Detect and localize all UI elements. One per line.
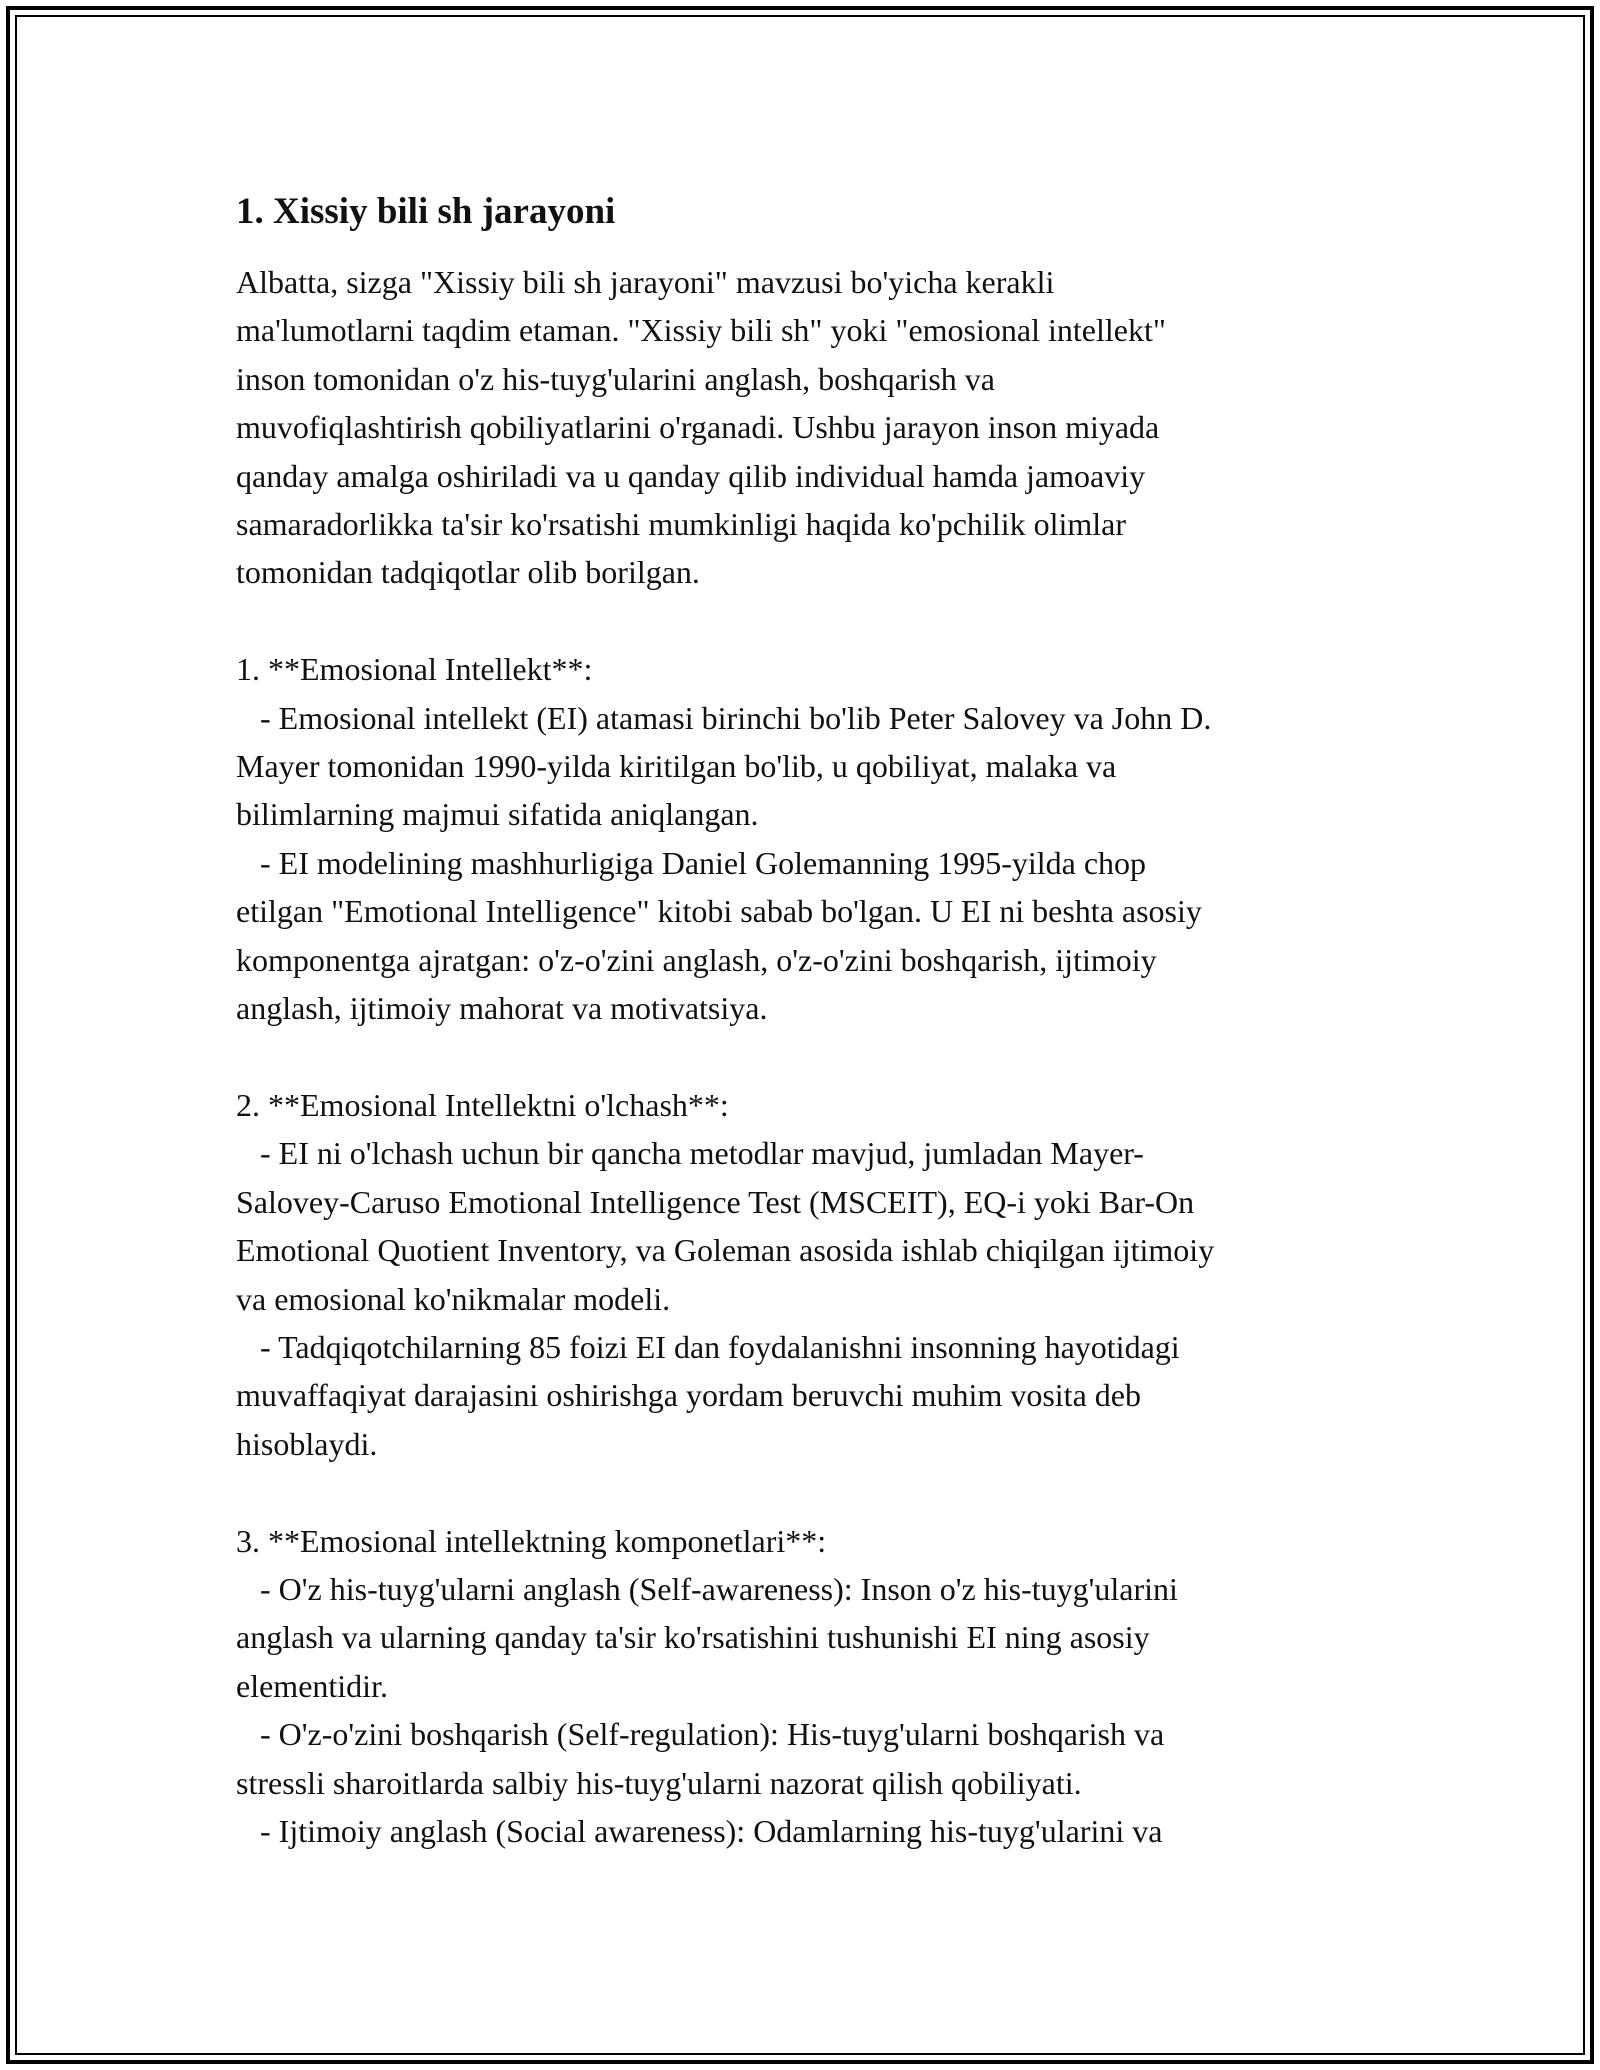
section-1-bullet-2: - EI modelining mashhurligiga Daniel Golemanning 1995-yilda chop etilgan "Emotional Intelligence" kitobi sabab bo'lgan. U EI ni beshta asosiy komponentga ajratgan: o'z-o'zini anglash, o'z-o'zini boshqarish, ijtimoiy anglash, ijtimoiy mahorat va motivatsiya. [236, 844, 1202, 1027]
intro-paragraph: Albatta, sizga "Xissiy bili sh jarayoni" mavzusi bo'yicha kerakli ma'lumotlarni taqdim etaman. "Xissiy bili sh" yoki "emosional intellekt" inson tomonidan o'z his-tuyg'ularini anglash, boshqarish va muvofiqlashtirish qobiliyatlarini o'rganadi. Ushbu jarayon inson miyada qanday amalga oshiriladi va u qanday qilib individual hamda jamoaviy samaradorlikka ta'sir ko'rsatishi mumkinligi haqida ko'pchilik olimlar tomonidan tadqiqotlar olib borilgan. [236, 264, 1166, 591]
section-1-heading: 1. **Emosional Intellekt**: [236, 651, 593, 688]
section-3-bullet-3: - Ijtimoiy anglash (Social awareness): Odamlarning his-tuyg'ularini va [236, 1812, 1163, 1849]
section-spacer [236, 597, 1376, 645]
section-3-bullet-1: - O'z his-tuyg'ularni anglash (Self-awareness): Inson o'z his-tuyg'ularini anglash va ularning qanday ta'sir ko'rsatishini tushunishi EI ning asosiy elementidir. [236, 1570, 1178, 1704]
section-spacer [236, 1032, 1376, 1080]
section-2-heading: 2. **Emosional Intellektni o'lchash**: [236, 1086, 729, 1123]
section-2-bullet-1: - EI ni o'lchash uchun bir qancha metodlar mavjud, jumladan Mayer- Salovey-Caruso Emotional Intelligence Test (MSCEIT), EQ-i yoki Bar-On Emotional Quotient Inventory, va Goleman asosida ishlab chiqilgan ijtimoiy va emosional ko'nikmalar modeli. [236, 1135, 1215, 1317]
section-spacer [236, 1468, 1376, 1516]
document-body [236, 188, 1376, 1855]
section-3-heading: 3. **Emosional intellektning komponetlari**: [236, 1522, 827, 1559]
section-2-bullet-2: - Tadqiqotchilarning 85 foizi EI dan foydalanishni insonning hayotidagi muvaffaqiyat darajasini oshirishga yordam beruvchi muhim vosita deb hisoblaydi. [236, 1328, 1180, 1462]
section-3-bullet-2: - O'z-o'zini boshqarish (Self-regulation): His-tuyg'ularni boshqarish va stressli sharoitlarda salbiy his-tuyg'ularni nazorat qilish qobiliyati. [236, 1716, 1165, 1801]
section-1-bullet-1: - Emosional intellekt (EI) atamasi birinchi bo'lib Peter Salovey va John D. Mayer tomonidan 1990-yilda kiritilgan bo'lib, u qobiliyat, malaka va bilimlarning majmui sifatida aniqlangan. [236, 699, 1212, 833]
document-title: 1. Xissiy bili sh jarayoni [236, 191, 616, 232]
